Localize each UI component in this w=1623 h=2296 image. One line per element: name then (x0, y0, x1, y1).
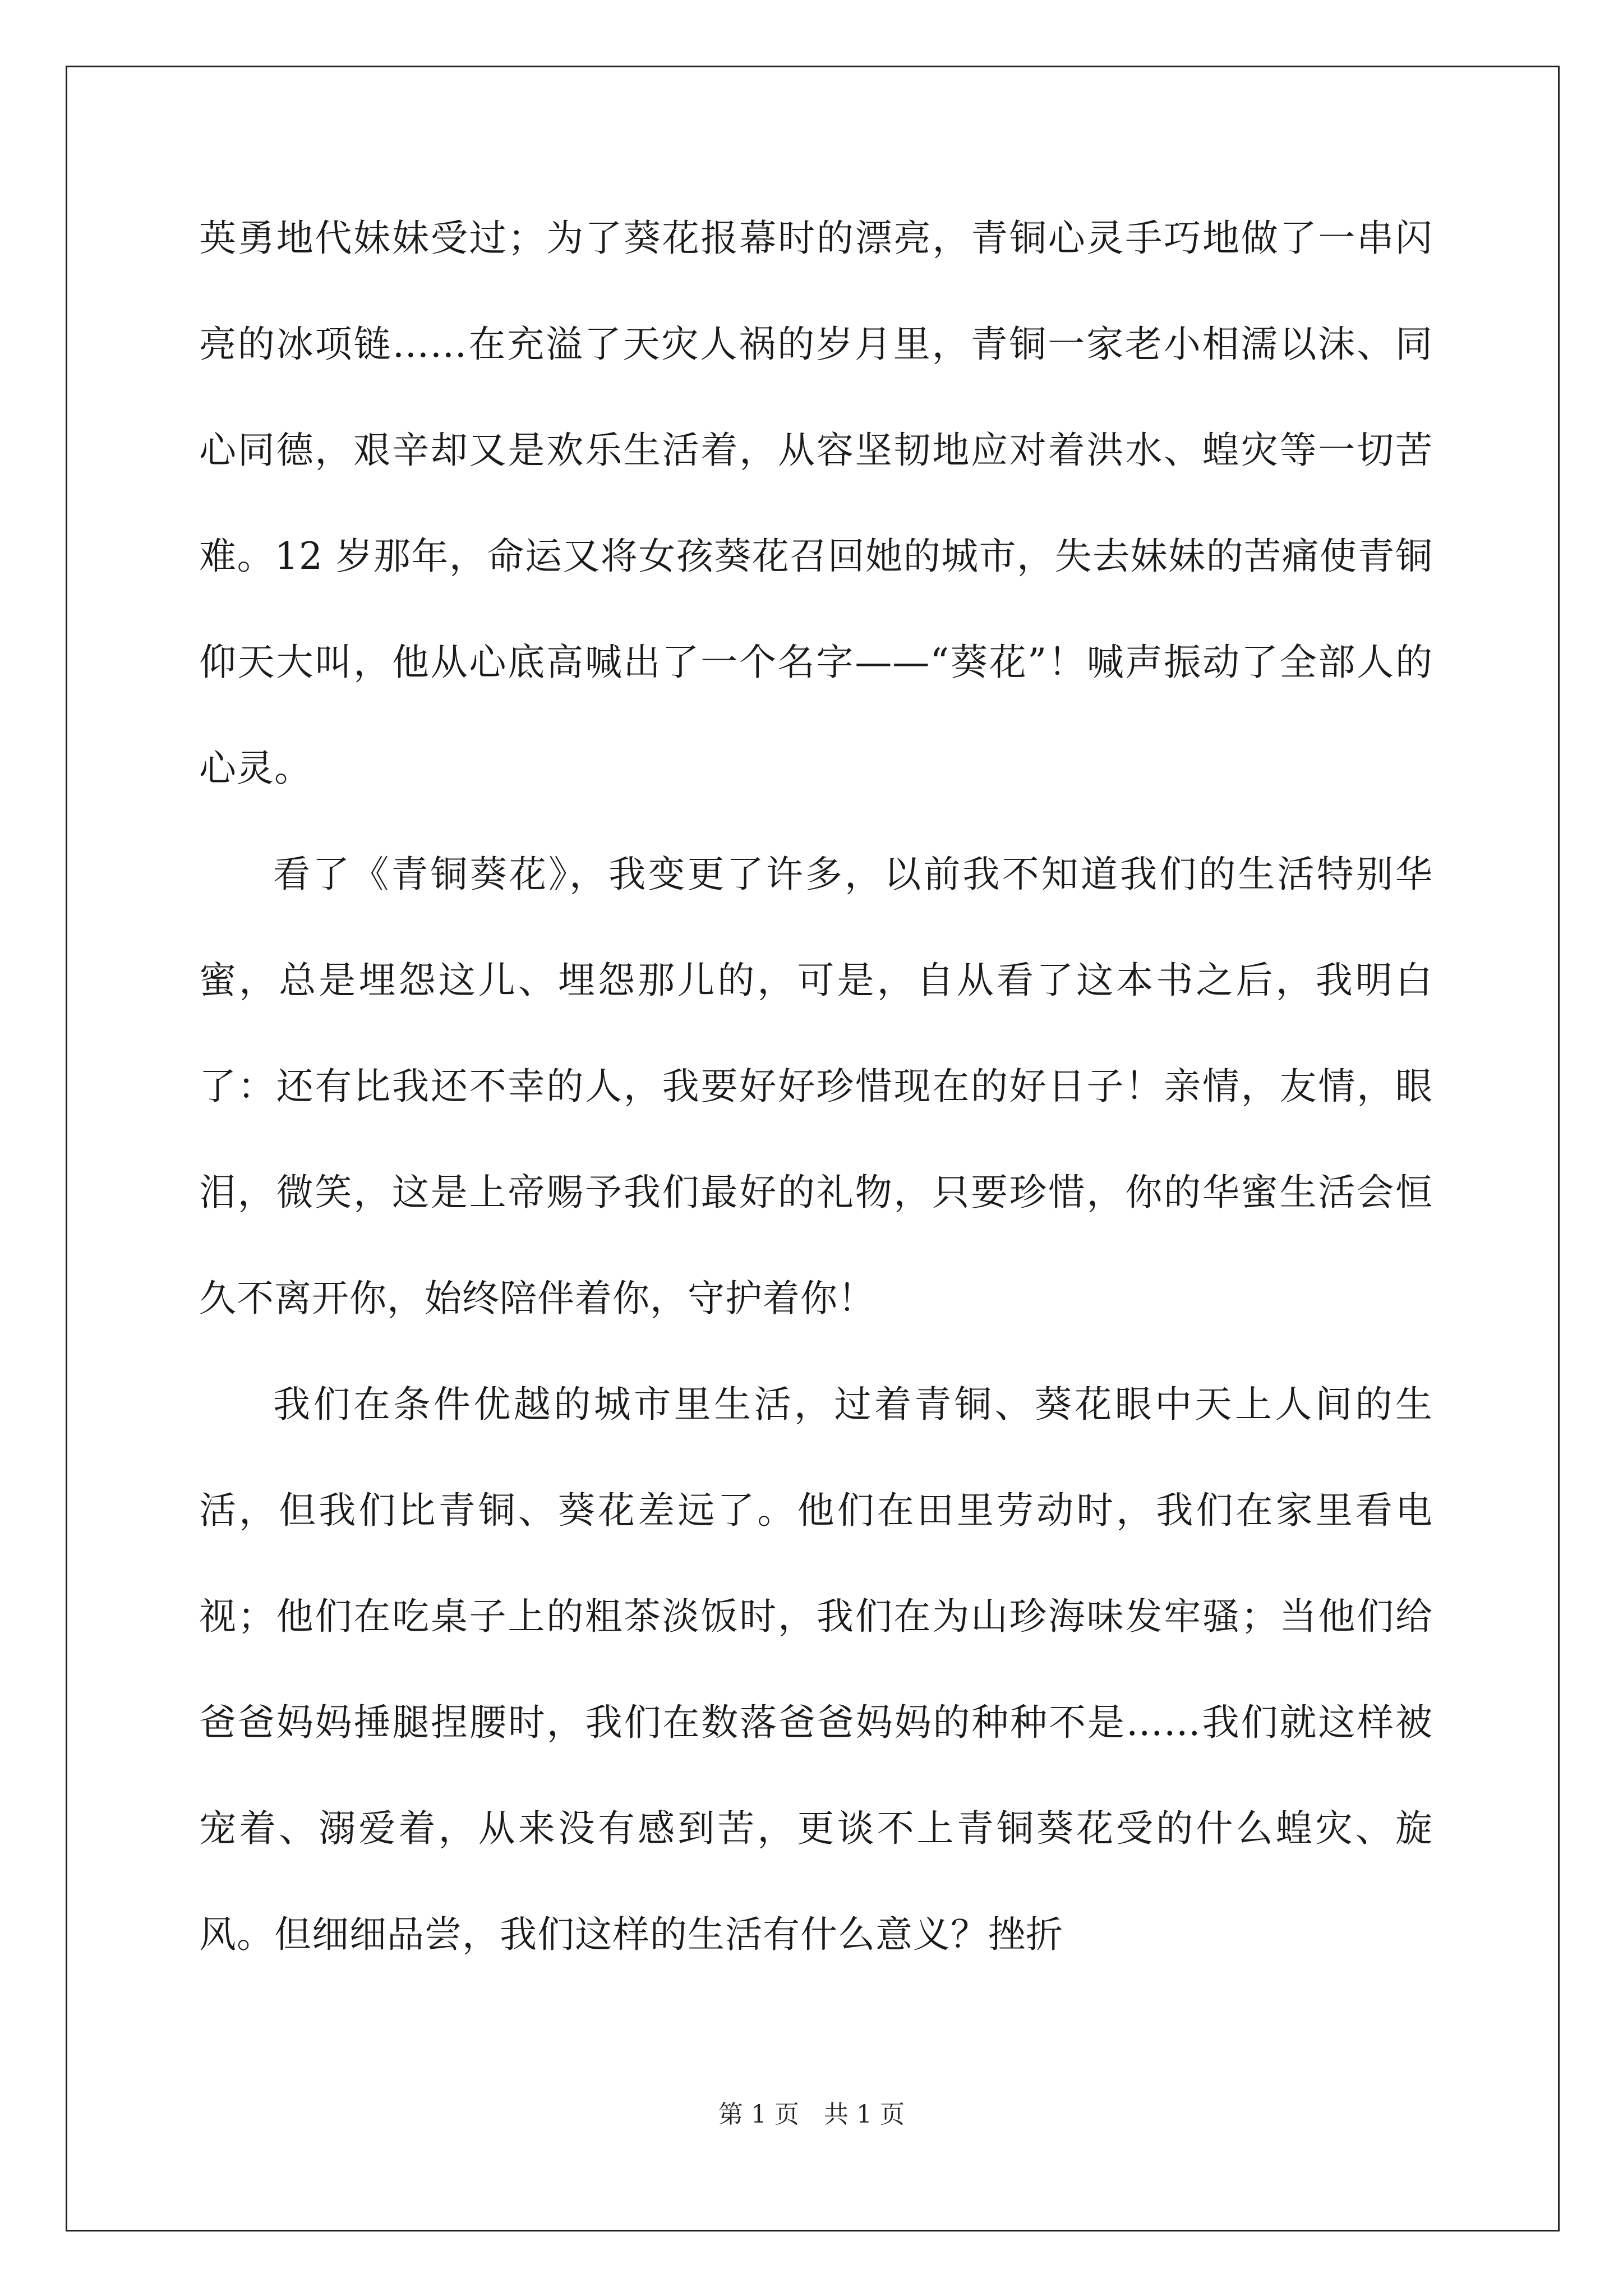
paragraph-2: 看了《青铜葵花》，我变更了许多，以前我不知道我们的生活特别华蜜，总是埋怨这儿、埋怨那儿的，可是，自从看了这本书之后，我明白了：还有比我还不幸的人，我要好好珍惜现在的好日子！亲情，友情，眼泪，微笑，这是上帝赐予我们最好的礼物，只要珍惜，你的华蜜生活会恒久不离开你，始终陪伴着你，守护着你！ (199, 853, 1433, 1320)
page-footer (0, 2098, 1623, 2132)
page-number-current: 第 1 页 (718, 2100, 799, 2129)
paragraph-1: 英勇地代妹妹受过；为了葵花报幕时的漂亮，青铜心灵手巧地做了一串闪亮的冰项链……在充溢了天灾人祸的岁月里，青铜一家老小相濡以沫、同心同德，艰辛却又是欢乐生活着，从容坚韧地应对着洪水、蝗灾等一切苦难。12 岁那年，命运又将女孩葵花召回她的城市，失去妹妹的苦痛使青铜仰天大叫，他从心底高喊出了一个名字——“葵花”！喊声振动了全部人的心灵。 (199, 217, 1433, 790)
paragraph-3: 我们在条件优越的城市里生活，过着青铜、葵花眼中天上人间的生活，但我们比青铜、葵花差远了。他们在田里劳动时，我们在家里看电视；他们在吃桌子上的粗茶淡饭时，我们在为山珍海味发牢骚；当他们给爸爸妈妈捶腿捏腰时，我们在数落爸爸妈妈的种种不是……我们就这样被宠着、溺爱着，从来没有感到苦，更谈不上青铜葵花受的什么蝗灾、旋风。但细细品尝，我们这样的生活有什么意义？挫折 (199, 1383, 1433, 1956)
page-number-total: 共 1 页 (824, 2100, 905, 2129)
document-body (199, 185, 1433, 1987)
